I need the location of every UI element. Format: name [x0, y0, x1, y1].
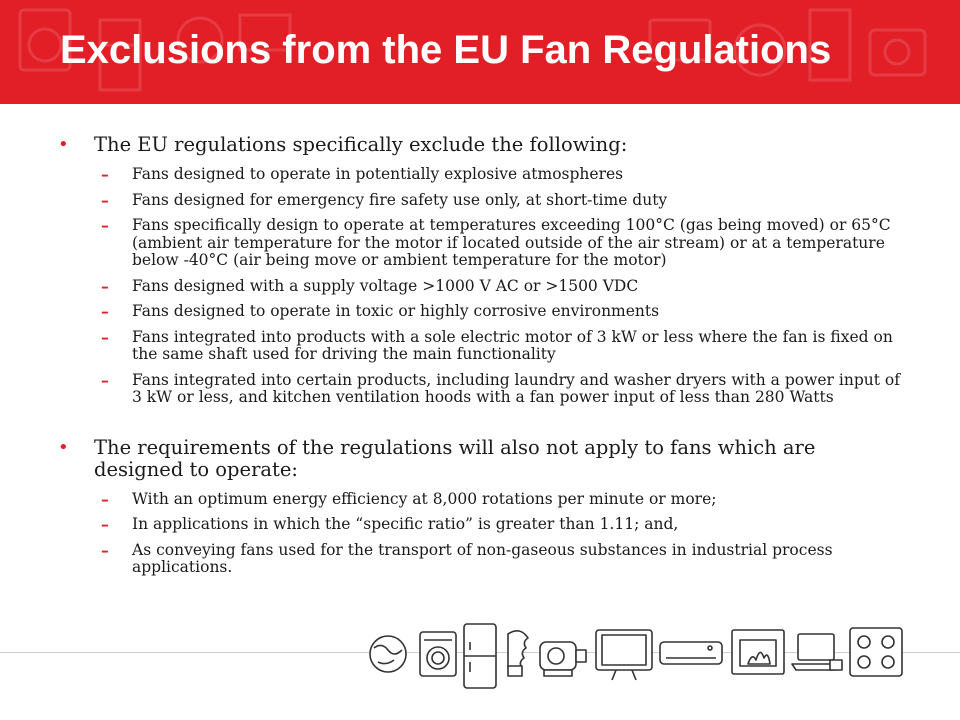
dash-icon: – — [101, 190, 109, 210]
sub-bullet-item — [56, 516, 906, 534]
stove-icon — [850, 628, 902, 676]
dash-icon: – — [101, 370, 109, 390]
exclusion-text: Fans integrated into products with a sole electric motor of 3 kW or less where the fan is fixed on the same shaft used for driving the main functionality — [132, 327, 893, 363]
sub-bullet-item — [56, 542, 906, 577]
exclusion-text: Fans integrated into certain products, including laundry and washer dryers with a power input of 3 kW or less, and kitchen ventilation hoods with a fan power input of less than 280 Watts — [132, 370, 900, 406]
section-heading: The requirements of the regulations will also not apply to fans which are designed to operate: — [94, 435, 816, 481]
sub-bullet-item — [56, 217, 906, 270]
bullet-icon: • — [58, 436, 69, 458]
light-bulb-icon — [508, 631, 528, 676]
dash-icon: – — [101, 216, 109, 235]
globe-icon — [370, 636, 406, 672]
dash-icon: – — [101, 540, 109, 560]
bullet-icon: • — [58, 134, 69, 155]
dash-icon: – — [101, 515, 109, 534]
requirement-text: In applications in which the “specific ratio” is greater than 1.11; and, — [132, 515, 679, 533]
dash-icon: – — [101, 276, 109, 296]
washing-machine-icon — [420, 632, 456, 676]
dash-icon: – — [101, 302, 109, 321]
bullet-item — [56, 134, 906, 156]
requirement-text: As conveying fans used for the transport of non-gaseous substances in industrial process applications. — [132, 540, 833, 576]
section-heading: The EU regulations specifically exclude the following: — [94, 133, 628, 156]
exclusion-text: Fans designed for emergency fire safety use only, at short-time duty — [132, 190, 668, 209]
page-title: Exclusions from the EU Fan Regulations — [60, 28, 832, 72]
sub-bullet-item — [56, 166, 906, 184]
exclusion-text: Fans designed with a supply voltage >1000 V AC or >1500 VDC — [132, 276, 639, 295]
exclusion-text: Fans designed to operate in potentially explosive atmospheres — [132, 165, 624, 183]
exclusion-text: Fans designed to operate in toxic or highly corrosive environments — [132, 302, 660, 320]
sub-bullet-item — [56, 303, 906, 321]
laptop-icon — [792, 634, 842, 670]
sub-bullet-item — [56, 491, 906, 509]
appliance-illustration — [360, 620, 920, 716]
dash-icon: – — [101, 165, 109, 184]
sub-bullet-item — [56, 192, 906, 210]
title-banner — [0, 0, 960, 104]
television-icon — [596, 630, 652, 680]
sub-bullet-item — [56, 278, 906, 296]
dash-icon: – — [101, 489, 109, 509]
fireplace-icon — [732, 630, 784, 674]
refrigerator-icon — [464, 624, 496, 688]
air-conditioner-icon — [660, 642, 722, 664]
dash-icon: – — [101, 327, 109, 347]
bullet-item — [56, 437, 906, 481]
slide-content — [56, 134, 906, 585]
requirement-text: With an optimum energy efficiency at 8,000 rotations per minute or more; — [132, 489, 717, 508]
sub-bullet-item — [56, 372, 906, 407]
motor-icon — [540, 642, 586, 676]
sub-bullet-item — [56, 329, 906, 364]
exclusion-text: Fans specifically design to operate at temperatures exceeding 100°C (gas being moved) or 65°C (ambient air temperature for the motor if located outside of the air stream) or at a temperature below -40°C (air being move or ambient temperature for the motor) — [132, 216, 891, 269]
